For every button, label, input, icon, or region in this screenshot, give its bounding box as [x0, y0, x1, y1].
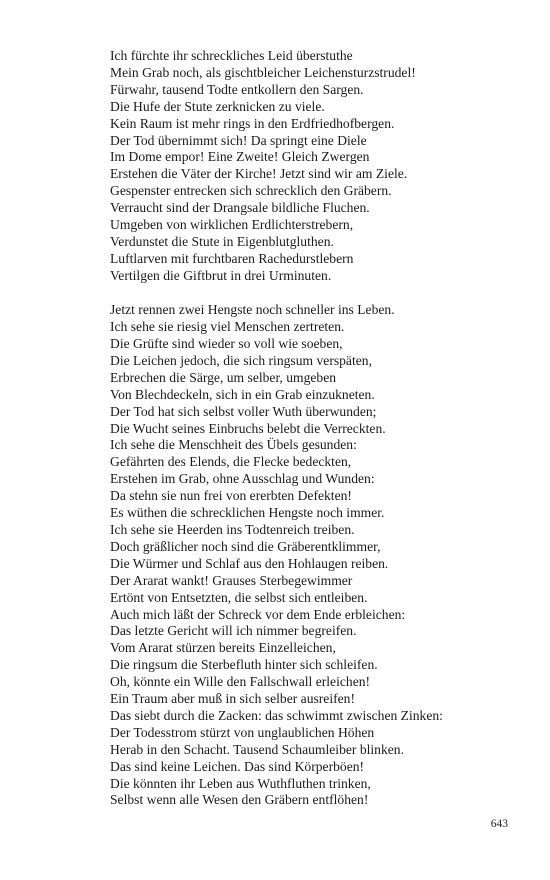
poem-line: Der Todesstrom stürzt von unglaublichen Höhen: [110, 724, 375, 740]
poem-line: Selbst wenn alle Wesen den Gräbern entflöhen!: [110, 792, 369, 808]
poem-line: Ich sehe die Menschheit des Übels gesunden:: [110, 437, 357, 453]
poem-line: Auch mich läßt der Schreck vor dem Ende erbleichen:: [110, 606, 406, 622]
poem-line: Der Ararat wankt! Grauses Sterbegewimmer: [110, 572, 353, 588]
poem-line: Es wüthen die schrecklichen Hengste noch immer.: [110, 505, 385, 521]
poem-line: Vom Ararat stürzen bereits Einzelleichen,: [110, 640, 336, 656]
poem-line: Da stehn sie nun frei von ererbten Defekten!: [110, 488, 352, 504]
poem-line: Erbrechen die Särge, um selber, umgeben: [110, 369, 337, 385]
poem-line: Ertönt von Entsetzten, die selbst sich entleiben.: [110, 589, 368, 605]
poem-line: Das siebt durch die Zacken: das schwimmt zwischen Zinken:: [110, 707, 443, 723]
poem-line: Von Blechdeckeln, sich in ein Grab einzukneten.: [110, 386, 375, 402]
poem-line: Gespenster entrecken sich schrecklich den Gräbern.: [110, 183, 392, 199]
poem-line: Die Wucht seines Einbruchs belebt die Verreckten.: [110, 420, 386, 436]
poem-line: Die Hufe der Stute zerknicken zu viele.: [110, 98, 325, 114]
poem-line: Verraucht sind der Drangsale bildliche Fluchen.: [110, 200, 370, 216]
poem-line: Der Tod übernimmt sich! Da springt eine Diele: [110, 132, 367, 148]
poem-line: Im Dome empor! Eine Zweite! Gleich Zwergen: [110, 149, 370, 165]
poem-line: Verdunstet die Stute in Eigenblutgluthen.: [110, 233, 334, 249]
poem-line: Das letzte Gericht will ich nimmer begreifen.: [110, 623, 357, 639]
poem-line: Das sind keine Leichen. Das sind Körperböen!: [110, 758, 365, 774]
poem-line: Doch gräßlicher noch sind die Gräberentklimmer,: [110, 538, 381, 554]
poem-line: Kein Raum ist mehr rings in den Erdfriedhofbergen.: [110, 115, 395, 131]
poem-line: Die Grüfte sind wieder so voll wie soeben,: [110, 336, 343, 351]
poem-line: Gefährten des Elends, die Flecke bedeckten,: [110, 454, 352, 470]
poem-line: Erstehen die Väter der Kirche! Jetzt sind wir am Ziele.: [110, 166, 408, 182]
poem-line: Ich fürchte ihr schreckliches Leid überstuthe: [110, 48, 353, 63]
poem-line: Fürwahr, tausend Todte entkollern den Sargen.: [110, 81, 364, 97]
poem-line: Mein Grab noch, als gischtbleicher Leichensturzstrudel!: [110, 64, 416, 80]
poem-line: Die Leichen jedoch, die sich ringsum verspäten,: [110, 352, 372, 368]
stanza: [110, 302, 520, 809]
poem-line: Luftlarven mit furchtbaren Rachedurstlebern: [110, 250, 354, 266]
poem-line: Vertilgen die Giftbrut in drei Urminuten.: [110, 267, 332, 283]
poem-line: Ich sehe sie Heerden ins Todtenreich treiben.: [110, 521, 355, 537]
poem-line: Der Tod hat sich selbst voller Wuth überwunden;: [110, 403, 377, 419]
poem-line: Umgeben von wirklichen Erdlichterstrebern,: [110, 217, 354, 233]
page-number: 643: [490, 818, 508, 830]
poem-line: Ein Traum aber muß in sich selber ausreifen!: [110, 691, 356, 707]
poem-line: Die ringsum die Sterbefluth hinter sich schleifen.: [110, 657, 378, 673]
poem-body: [110, 48, 520, 809]
poem-line: Die Würmer und Schlaf aus den Hohlaugen reiben.: [110, 555, 389, 571]
poem-line: Jetzt rennen zwei Hengste noch schneller ins Leben.: [110, 302, 395, 318]
stanza: [110, 48, 520, 285]
poem-line: Ich sehe sie riesig viel Menschen zertreten.: [110, 319, 345, 335]
poem-line: Oh, könnte ein Wille den Fallschwall erleichen!: [110, 674, 371, 690]
poem-line: Erstehen im Grab, ohne Ausschlag und Wunden:: [110, 471, 375, 487]
poem-line: Herab in den Schacht. Tausend Schaumleiber blinken.: [110, 741, 404, 757]
poem-line: Die könnten ihr Leben aus Wuthfluthen trinken,: [110, 775, 371, 791]
